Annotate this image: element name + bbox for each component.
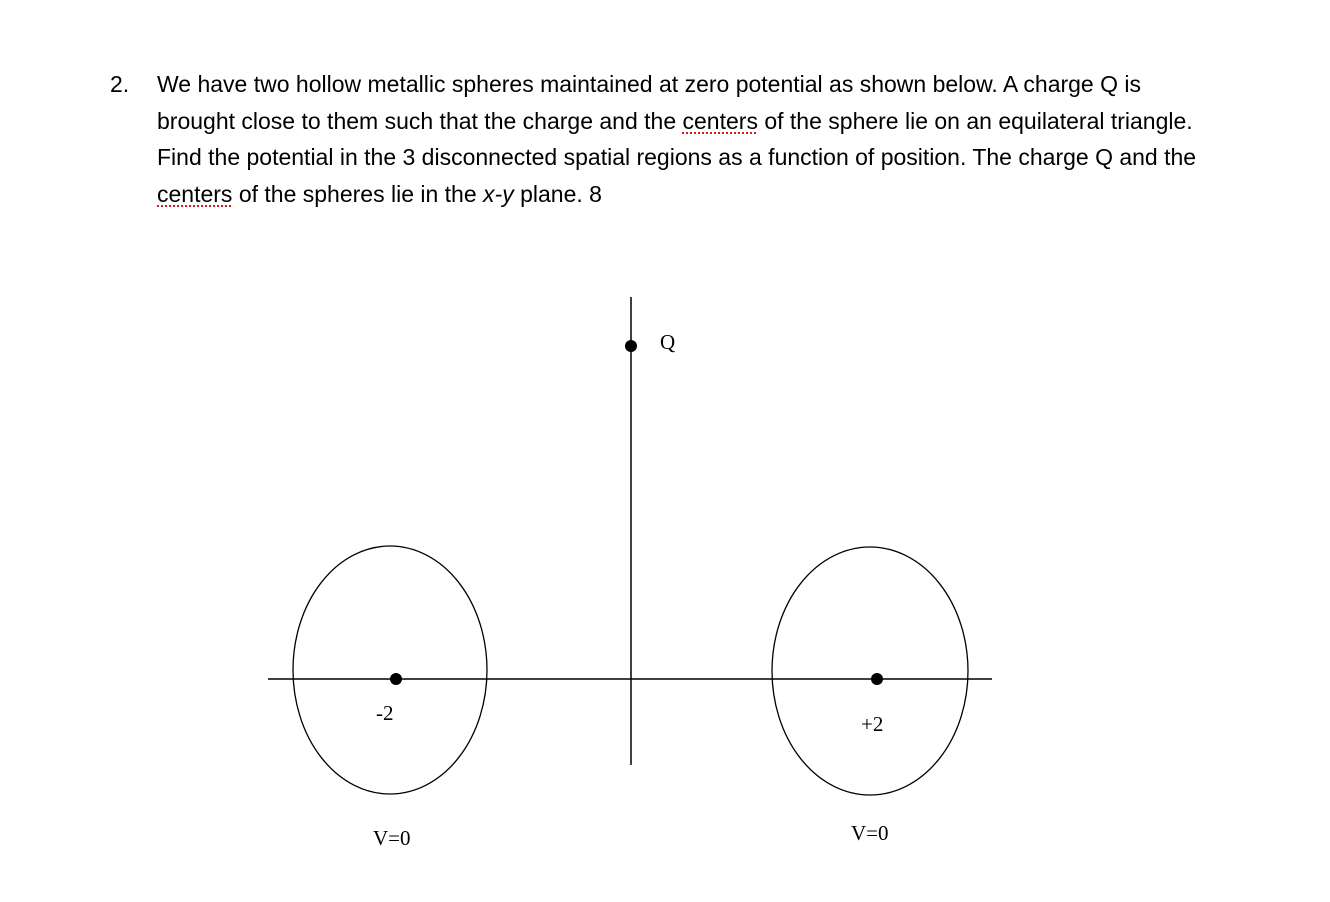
right-center-label: +2 xyxy=(861,712,884,736)
charge-q-label: Q xyxy=(660,330,676,354)
right-potential-label: V=0 xyxy=(851,821,889,845)
problem-number: 2. xyxy=(110,71,130,97)
problem-text-part-4: plane. 8 xyxy=(513,180,602,207)
spellcheck-word-centers-1: centers xyxy=(682,107,758,134)
left-potential-label: V=0 xyxy=(373,826,411,850)
problem-text-part-1: We have two hollow metallic spheres maintained at zero potential as shown below. A charge Q is brought close to them such that the charge and the xyxy=(157,71,1142,134)
problem-text-part-3: of the spheres lie in the xyxy=(232,180,484,207)
problem-text-italic-xy: x-y xyxy=(483,180,514,207)
right-center-point xyxy=(871,673,883,685)
spellcheck-word-centers-2: centers xyxy=(157,180,233,207)
left-center-label: -2 xyxy=(376,701,394,725)
charge-q-point xyxy=(625,340,637,352)
right-sphere xyxy=(772,547,968,795)
problem-text-part-2: of the sphere lie on an equilateral triangle. Find the potential in the 3 disconnected spatial regions as a function of position. The charge Q and the xyxy=(157,107,1197,170)
left-center-point xyxy=(390,673,402,685)
left-sphere xyxy=(293,546,487,794)
